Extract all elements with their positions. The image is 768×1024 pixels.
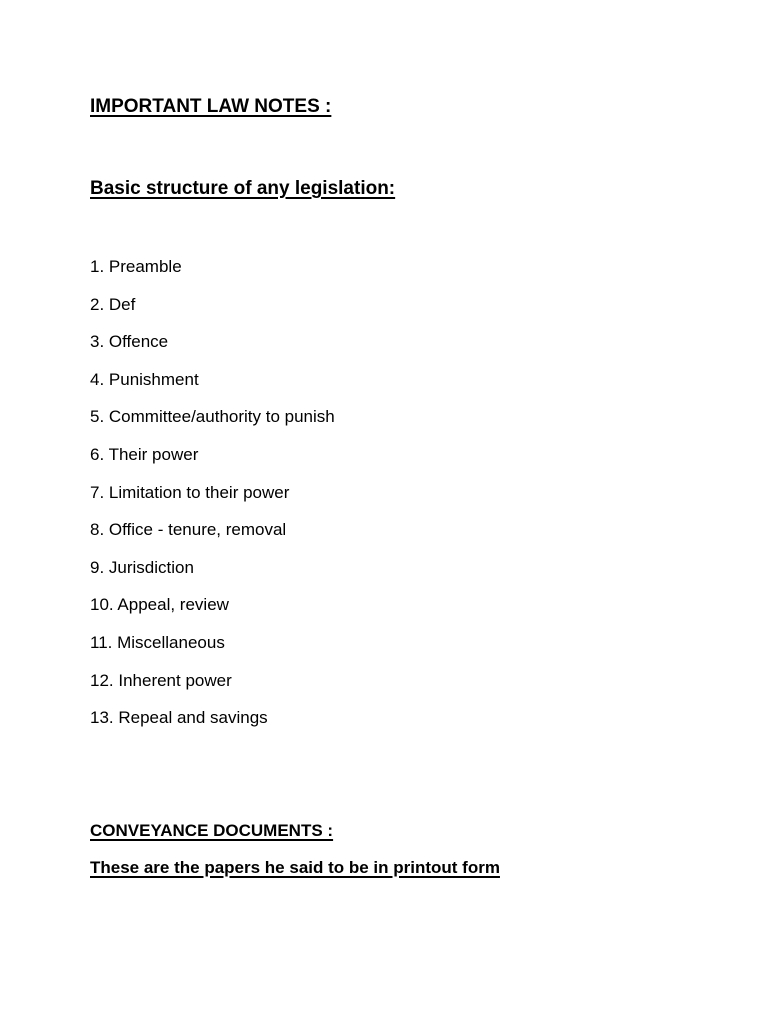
list-item: 2. Def bbox=[90, 294, 136, 314]
list-item: 8. Office - tenure, removal bbox=[90, 520, 287, 540]
list-item: 5. Committee/authority to punish bbox=[90, 407, 335, 427]
list-item: 1. Preamble bbox=[90, 257, 182, 276]
list-item: 4. Punishment bbox=[90, 369, 199, 389]
list-item: 7. Limitation to their power bbox=[90, 482, 290, 502]
structure-list bbox=[90, 256, 335, 745]
list-item: 13. Repeal and savings bbox=[90, 708, 268, 728]
list-item: 6. Their power bbox=[90, 444, 199, 464]
conveyance-note: These are the papers he said to be in printout form bbox=[90, 858, 500, 877]
list-item: 12. Inherent power bbox=[90, 670, 232, 690]
list-item: 9. Jurisdiction bbox=[90, 557, 194, 577]
section-heading-conveyance: CONVEYANCE DOCUMENTS : bbox=[90, 821, 334, 840]
list-item: 11. Miscellaneous bbox=[90, 632, 225, 652]
section-heading-basic-structure: Basic structure of any legislation: bbox=[90, 178, 396, 199]
list-item: 10. Appeal, review bbox=[90, 595, 229, 615]
list-item: 3. Offence bbox=[90, 332, 169, 352]
document-title: IMPORTANT LAW NOTES : bbox=[90, 96, 332, 117]
